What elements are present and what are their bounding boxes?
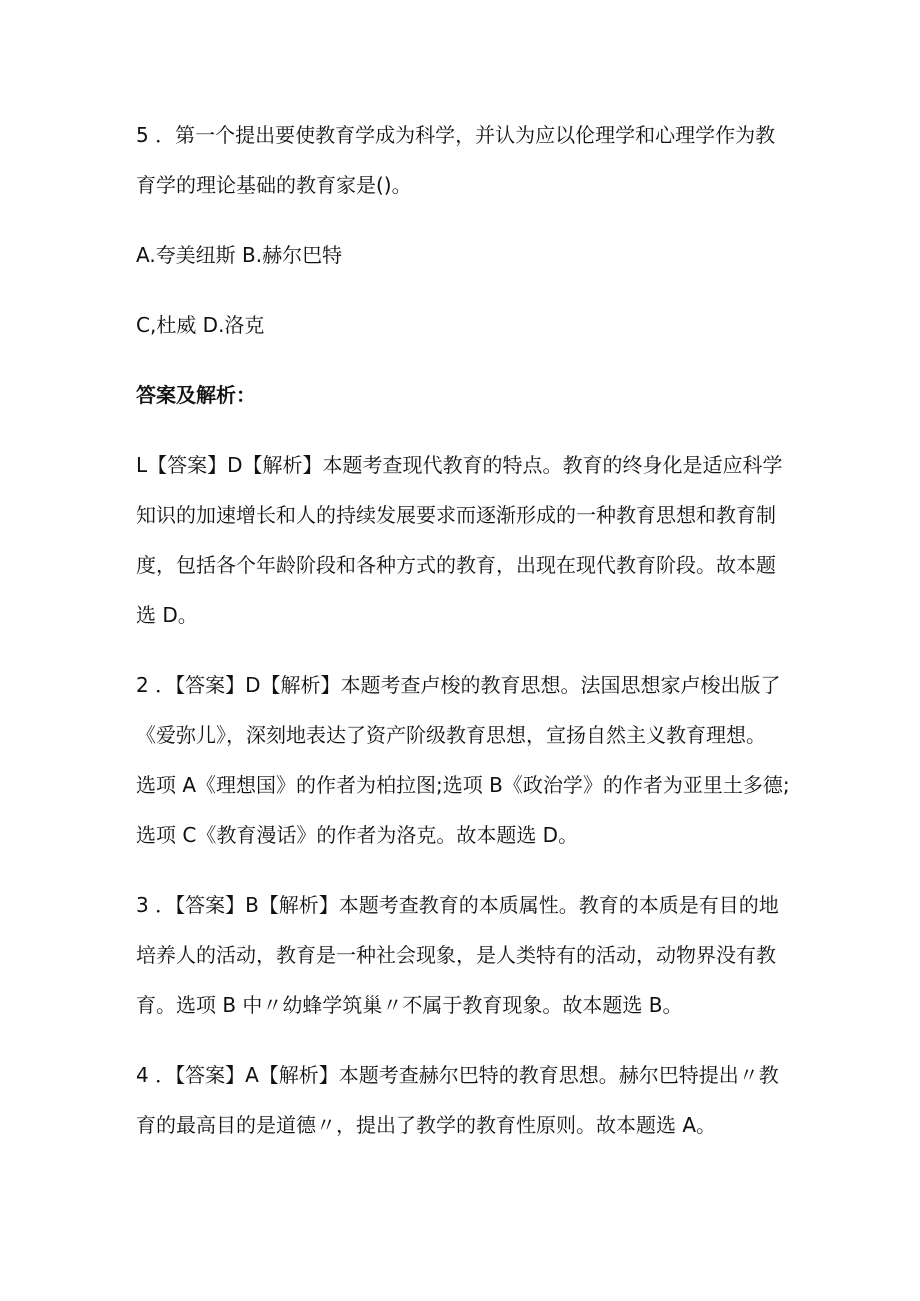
- explanation-line: 育的最高目的是道德〃，提出了教学的教育性原则。故本题选 A。: [136, 1113, 717, 1137]
- explanation-line: 培养人的活动，教育是一种社会现象，是人类特有的活动，动物界没有教: [136, 943, 776, 967]
- explanation-line: L【答案】D【解析】本题考查现代教育的特点。教育的终身化是适应科学: [136, 453, 783, 477]
- question-block: [136, 110, 788, 210]
- answer-heading: 答案及解析：: [136, 383, 256, 407]
- explanation-line: 知识的加速增长和人的持续发展要求而逐渐形成的一种教育思想和教育制: [136, 503, 776, 527]
- explanation-line: 选 D。: [136, 603, 198, 627]
- explanation-line: 选项 A《理想国》的作者为柏拉图;选项 B《政治学》的作者为亚里土多德;: [136, 773, 790, 797]
- explanation-1: [136, 440, 788, 640]
- question-options-ab: A.夸美纽斯 B.赫尔巴特: [136, 243, 343, 267]
- explanation-line: 2 ．【答案】D【解析】本题考查卢梭的教育思想。法国思想家卢梭出版了: [136, 673, 781, 697]
- explanation-3: [136, 880, 788, 1030]
- explanation-4: [136, 1050, 788, 1150]
- explanation-line: 选项 C《教育漫话》的作者为洛克。故本题选 D。: [136, 823, 579, 847]
- explanation-line: 《爱弥儿》，深刻地表达了资产阶级教育思想，宣扬自然主义教育理想。: [136, 723, 766, 747]
- question-line: 育学的理论基础的教育家是()。: [136, 173, 412, 197]
- explanation-line: 育。选项 B 中〃幼蜂学筑巢〃不属于教育现象。故本题选 B。: [136, 993, 683, 1017]
- document-body: [136, 110, 788, 1150]
- question-options-cd: C,杜威 D.洛克: [136, 313, 265, 337]
- explanation-line: 4 ．【答案】A【解析】本题考查赫尔巴特的教育思想。赫尔巴特提出〃教: [136, 1063, 779, 1087]
- explanation-line: 3 ．【答案】B【解析】本题考查教育的本质属性。教育的本质是有目的地: [136, 893, 779, 917]
- explanation-line: 度，包括各个年龄阶段和各种方式的教育，出现在现代教育阶段。故本题: [136, 553, 776, 577]
- explanation-2: [136, 660, 788, 860]
- question-line: 5 ．第一个提出要使教育学成为科学，并认为应以伦理学和心理学作为教: [136, 123, 776, 147]
